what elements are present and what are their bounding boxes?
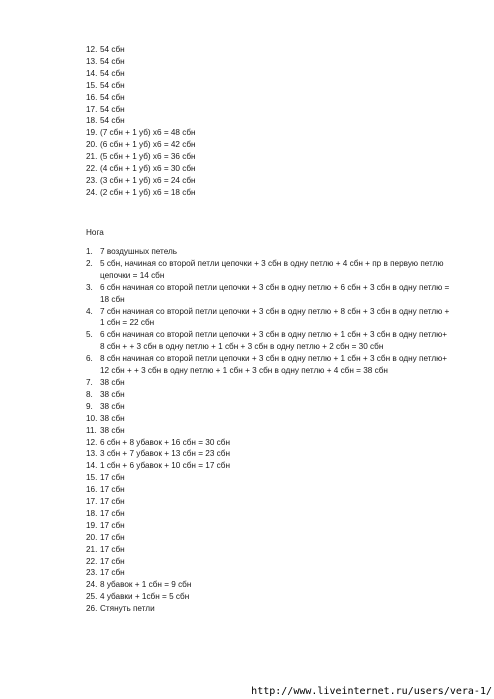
- item-number: 4.: [86, 306, 93, 316]
- item-text: 7 воздушных петель: [100, 247, 178, 256]
- item-text: 17 сбн: [100, 520, 125, 530]
- item-number: 22.: [86, 556, 98, 566]
- item-text: (4 сбн + 1 уб) х6 = 30 сбн: [100, 164, 196, 174]
- item-number: 3.: [86, 282, 93, 292]
- list-item: [86, 484, 470, 496]
- list-item: [86, 187, 196, 199]
- item-text: (2 сбн + 1 уб) х6 = 18 сбн: [100, 187, 196, 197]
- item-number: 17.: [86, 104, 98, 114]
- item-number: 21.: [86, 544, 98, 554]
- list-item: [86, 56, 196, 68]
- item-text: (5 сбн + 1 уб) х6 = 36 сбн: [100, 152, 196, 162]
- item-text: 6 сбн начиная со второй петли цепочки + 3 сбн в одну петлю + 1 сбн + 3 сбн в одну петлю+ 8 сбн + + 3 сбн в одну петлю + 1 сбн + 3 сбн в одну петлю + 2 сбн = 30 сбн: [100, 330, 448, 352]
- item-number: 13.: [86, 56, 98, 66]
- item-number: 24.: [86, 187, 98, 197]
- list-item: [86, 544, 470, 556]
- item-text: 38 сбн: [100, 401, 125, 411]
- list-item: [86, 258, 470, 282]
- item-number: 13.: [86, 449, 98, 459]
- item-text: 54 сбн: [100, 116, 125, 126]
- list-item: [86, 127, 196, 139]
- item-text: 17 сбн: [100, 544, 125, 554]
- item-number: 2.: [86, 258, 93, 268]
- item-number: 6.: [86, 354, 93, 364]
- item-number: 9.: [86, 401, 93, 411]
- item-text: 6 сбн начиная со второй петли цепочки + 3 сбн в одну петлю + 6 сбн + 3 сбн в одну петлю = 18 сбн: [100, 282, 450, 304]
- list-item: [86, 603, 470, 615]
- item-number: 21.: [86, 152, 98, 162]
- item-text: 17 сбн: [100, 473, 125, 483]
- item-text: (3 сбн + 1 уб) х6 = 24 сбн: [100, 175, 196, 185]
- item-number: 11.: [86, 425, 97, 435]
- section-title: Нога: [86, 228, 104, 237]
- list-item: [86, 139, 196, 151]
- item-number: 16.: [86, 92, 98, 102]
- list-item: [86, 472, 470, 484]
- list-item: [86, 68, 196, 80]
- item-text: 17 сбн: [100, 532, 125, 542]
- list-item: [86, 579, 470, 591]
- list-item: [86, 282, 470, 306]
- list-item: [86, 448, 470, 460]
- list-item: [86, 92, 196, 104]
- item-text: 38 сбн: [100, 377, 125, 387]
- item-text: 38 сбн: [100, 425, 125, 435]
- item-number: 15.: [86, 473, 98, 483]
- item-number: 1.: [86, 247, 93, 256]
- item-text: 54 сбн: [100, 92, 125, 102]
- item-text: 8 сбн начиная со второй петли цепочки + 3 сбн в одну петлю + 1 сбн + 3 сбн в одну петлю+ 12 сбн + + 3 сбн в одну петлю + 1 сбн + 3 сбн в одну петлю + 4 сбн = 38 сбн: [100, 354, 448, 376]
- list-item: [86, 556, 470, 568]
- item-number: 18.: [86, 508, 98, 518]
- list-item: [86, 104, 196, 116]
- list-item: [86, 508, 470, 520]
- item-number: 12.: [86, 45, 98, 54]
- list-item: [86, 329, 470, 353]
- list-item: [86, 413, 470, 425]
- list-item: [86, 425, 470, 437]
- item-text: 5 сбн, начиная со второй петли цепочки + 3 сбн в одну петлю + 4 сбн + пр в первую петлю цепочки = 14 сбн: [100, 258, 444, 280]
- item-text: 54 сбн: [100, 68, 125, 78]
- item-number: 20.: [86, 140, 98, 150]
- item-text: 17 сбн: [100, 508, 125, 518]
- list-item: [86, 437, 470, 449]
- list-item: [86, 591, 470, 603]
- item-number: 12.: [86, 437, 98, 447]
- item-number: 22.: [86, 164, 98, 174]
- item-number: 20.: [86, 532, 98, 542]
- list-item: [86, 306, 470, 330]
- pattern-rows-leg: [86, 246, 470, 615]
- list-item: [86, 496, 470, 508]
- list-item: [86, 115, 196, 127]
- item-number: 16.: [86, 485, 98, 495]
- item-number: 15.: [86, 80, 98, 90]
- list-item: [86, 353, 470, 377]
- item-text: 1 сбн + 6 убавок + 10 сбн = 17 сбн: [100, 461, 230, 471]
- item-text: 4 убавки + 1сбн = 5 сбн: [100, 592, 190, 602]
- item-number: 26.: [86, 604, 98, 614]
- item-text: 17 сбн: [100, 497, 125, 507]
- item-number: 7.: [86, 377, 93, 387]
- watermark-url[interactable]: http://www.liveinternet.ru/users/vera-1/: [251, 686, 492, 697]
- item-text: 17 сбн: [100, 485, 125, 495]
- item-text: 54 сбн: [100, 104, 125, 114]
- item-text: (7 сбн + 1 уб) х6 = 48 сбн: [100, 128, 196, 138]
- item-number: 18.: [86, 116, 98, 126]
- item-number: 10.: [86, 413, 98, 423]
- item-number: 19.: [86, 520, 98, 530]
- list-item: [86, 567, 470, 579]
- item-number: 17.: [86, 497, 98, 507]
- item-number: 14.: [86, 461, 98, 471]
- item-text: 17 сбн: [100, 568, 125, 578]
- item-text: 38 сбн: [100, 389, 125, 399]
- item-number: 24.: [86, 580, 98, 590]
- list-item: [86, 175, 196, 187]
- list-item: [86, 44, 196, 56]
- list-item: [86, 532, 470, 544]
- item-text: 17 сбн: [100, 556, 125, 566]
- item-text: Стянуть петли: [100, 604, 155, 614]
- list-item: [86, 377, 470, 389]
- list-item: [86, 163, 196, 175]
- item-number: 19.: [86, 128, 98, 138]
- item-number: 23.: [86, 175, 98, 185]
- item-text: 7 сбн начиная со второй петли цепочки + 3 сбн в одну петлю + 8 сбн + 3 сбн в одну петлю + 1 сбн = 22 сбн: [100, 306, 450, 328]
- item-text: 3 сбн + 7 убавок + 13 сбн = 23 сбн: [100, 449, 230, 459]
- item-number: 14.: [86, 68, 98, 78]
- pattern-rows-top: [86, 44, 196, 199]
- list-item: [86, 401, 470, 413]
- list-item: [86, 80, 196, 92]
- list-item: [86, 151, 196, 163]
- item-number: 25.: [86, 592, 98, 602]
- item-text: 54 сбн: [100, 80, 125, 90]
- item-text: 54 сбн: [100, 45, 125, 54]
- item-text: (6 сбн + 1 уб) х6 = 42 сбн: [100, 140, 196, 150]
- item-number: 8.: [86, 389, 93, 399]
- list-item: [86, 246, 470, 258]
- list-item: [86, 460, 470, 472]
- item-text: 6 сбн + 8 убавок + 16 сбн = 30 сбн: [100, 437, 230, 447]
- list-item: [86, 389, 470, 401]
- item-number: 5.: [86, 330, 93, 340]
- item-text: 38 сбн: [100, 413, 125, 423]
- item-text: 8 убавок + 1 сбн = 9 сбн: [100, 580, 192, 590]
- list-item: [86, 520, 470, 532]
- item-number: 23.: [86, 568, 98, 578]
- item-text: 54 сбн: [100, 56, 125, 66]
